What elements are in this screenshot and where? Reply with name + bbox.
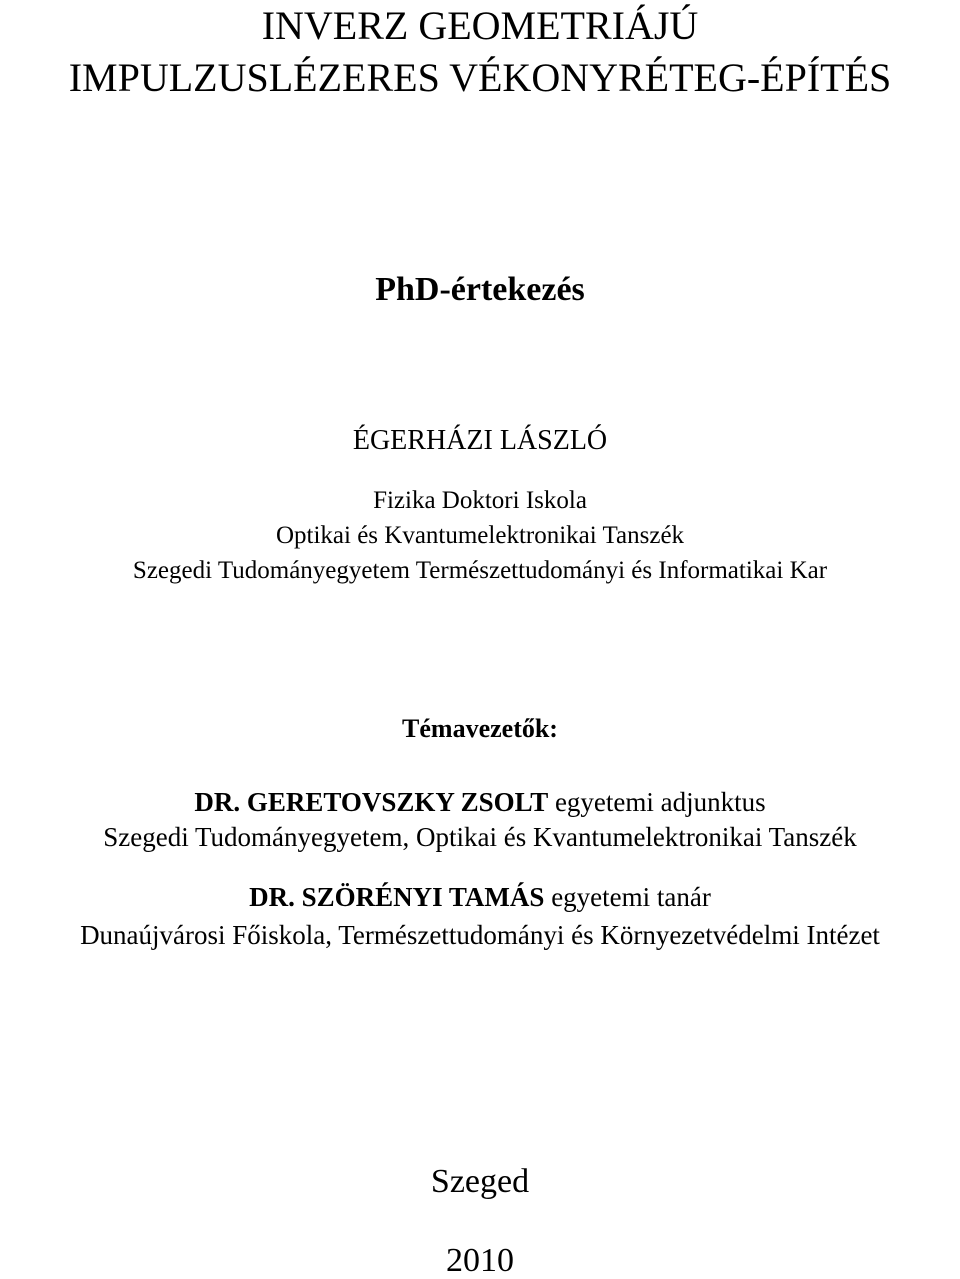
supervisor-2-name: DR. SZÖRÉNYI TAMÁS [249,882,545,912]
supervisor-1-affiliation: Szegedi Tudományegyetem, Optikai és Kvantumelektronikai Tanszék [103,822,857,852]
thesis-title-line-2: IMPULZUSLÉZERES VÉKONYRÉTEG-ÉPÍTÉS [68,55,892,100]
author-name: ÉGERHÁZI LÁSZLÓ [352,425,608,456]
supervisor-1 [0,789,960,816]
place: Szeged [430,1163,530,1200]
supervisor-2 [0,884,960,911]
doctoral-school: Fizika Doktori Iskola [373,487,587,514]
document-type: PhD-értekezés [375,271,585,308]
year: 2010 [446,1242,514,1279]
supervisor-2-affiliation: Dunaújvárosi Főiskola, Természettudományi és Környezetvédelmi Intézet [80,920,880,950]
supervisor-1-position: egyetemi adjunktus [554,787,766,817]
supervisor-1-name: DR. GERETOVSZKY ZSOLT [194,787,549,817]
faculty: Szegedi Tudományegyetem Természettudományi és Informatikai Kar [132,557,828,584]
supervisor-2-position: egyetemi tanár [551,882,711,912]
department: Optikai és Kvantumelektronikai Tanszék [275,522,685,549]
supervisors-heading: Témavezetők: [402,714,558,743]
thesis-title-line-1: INVERZ GEOMETRIÁJÚ [261,3,699,48]
